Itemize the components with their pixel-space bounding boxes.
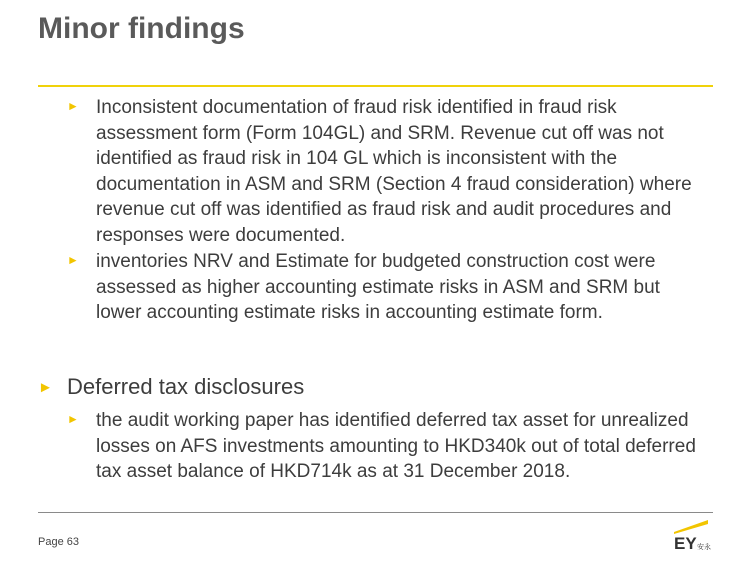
bullet-arrow-icon: ► [67, 253, 79, 267]
ey-logo-letters: EY [674, 534, 697, 552]
ey-logo-chinese: 安永 [697, 543, 711, 551]
bullet-arrow-icon: ► [67, 99, 79, 113]
bullet-text: the audit working paper has identified deferred tax asset for unrealized losses on AFS investments amounting to HKD340k out of total deferred tax asset balance of HKD714k as at 31 December 2018. [96, 410, 696, 482]
bullet-fraud-risk [67, 95, 717, 248]
bullet-inventories [67, 249, 707, 326]
bullet-text: Deferred tax disclosures [67, 374, 305, 399]
ey-logo [672, 518, 716, 552]
bullet-text: inventories NRV and Estimate for budgeted construction cost were assessed as higher accounting estimate risks in ASM and SRM but lower accounting estimate risks in accounting estimate form. [96, 251, 660, 323]
ey-logo-beam-icon [674, 520, 708, 534]
bullet-arrow-icon: ► [67, 412, 79, 426]
bullet-arrow-icon: ► [38, 379, 53, 396]
bullet-audit-working-paper [67, 408, 717, 485]
bullet-text: Inconsistent documentation of fraud risk identified in fraud risk assessment form (Form 104GL) and SRM. Revenue cut off was not identified as fraud risk in 104 GL which is inconsistent with the documentation in ASM and SRM (Section 4 fraud consideration) where revenue cut off was identified as fraud risk and audit procedures and responses were documented. [96, 97, 692, 246]
bullet-deferred-tax [38, 373, 708, 401]
slide-title: Minor findings [38, 12, 245, 45]
footer-divider [38, 512, 713, 513]
page-number: Page 63 [38, 536, 79, 548]
